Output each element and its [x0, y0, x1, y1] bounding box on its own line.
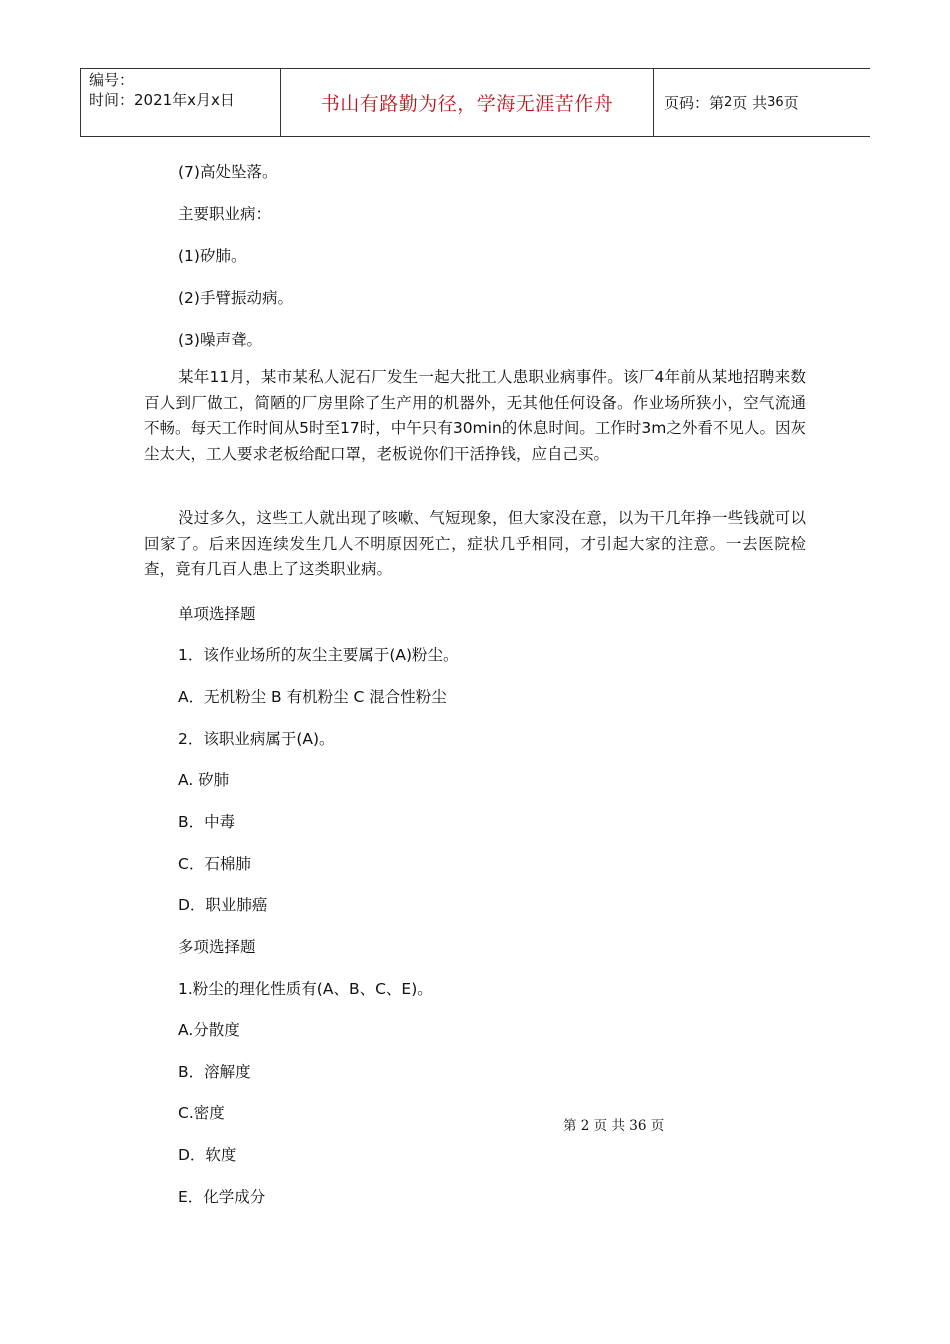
header-page-number	[654, 69, 870, 136]
page-mid: 页 共	[732, 94, 768, 112]
multi-option-b: B．溶解度	[178, 1063, 251, 1081]
single-question-1: 1．该作业场所的灰尘主要属于(A)粉尘。	[178, 646, 459, 664]
disease-item-2: (2)手臂振动病。	[178, 289, 293, 307]
header-motto: 书山有路勤为径，学海无涯苦作舟	[281, 69, 654, 136]
single-question-2-option-b: B．中毒	[178, 813, 236, 831]
page-prefix: 页码：第	[664, 94, 725, 112]
multi-option-d: D．软度	[178, 1146, 237, 1164]
single-question-2: 2．该职业病属于(A)。	[178, 730, 335, 748]
disease-item-1: (1)矽肺。	[178, 247, 247, 265]
header-date: 时间：2021年x月x日	[89, 91, 235, 109]
multi-choice-heading: 多项选择题	[178, 938, 256, 956]
single-question-2-option-c: C．石棉肺	[178, 855, 251, 873]
page-current: 2	[724, 95, 733, 110]
single-question-1-options: A．无机粉尘 B 有机粉尘 C 混合性粉尘	[178, 688, 447, 706]
header-meta	[80, 69, 281, 136]
document-header	[80, 68, 870, 137]
multi-option-a: A.分散度	[178, 1021, 240, 1039]
single-choice-heading: 单项选择题	[178, 605, 256, 623]
multi-option-c: C.密度	[178, 1104, 225, 1122]
single-question-2-option-a: A. 矽肺	[178, 771, 230, 789]
multi-option-e: E．化学成分	[178, 1188, 266, 1206]
page-footer: 第 2 页 共 36 页	[563, 1118, 665, 1134]
hazard-item-7: (7)高处坠落。	[178, 163, 278, 181]
page-total: 36	[767, 95, 784, 110]
case-paragraph-1: 某年11月，某市某私人泥石厂发生一起大批工人患职业病事件。该厂4年前从某地招聘来数百人到厂做工，简陋的厂房里除了生产用的机器外，无其他任何设备。作业场所狭小，空气流通不畅。每天工作时间从5时至17时，中午只有30min的休息时间。工作时3m之外看不见人。因灰尘太大，工人要求老板给配口罩，老板说你们干活挣钱，应自己买。	[144, 368, 806, 463]
page-suffix: 页	[783, 94, 799, 112]
disease-item-3: (3)噪声聋。	[178, 331, 262, 349]
case-paragraph-2: 没过多久，这些工人就出现了咳嗽、气短现象，但大家没在意，以为干几年挣一些钱就可以回家了。后来因连续发生几人不明原因死亡，症状几乎相同，才引起大家的注意。一去医院检查，竟有几百人患上了这类职业病。	[144, 509, 806, 578]
header-number: 编号：	[89, 71, 135, 89]
single-question-2-option-d: D．职业肺癌	[178, 896, 268, 914]
multi-question-1: 1.粉尘的理化性质有(A、B、C、E)。	[178, 980, 433, 998]
occupational-disease-heading: 主要职业病：	[178, 205, 272, 223]
